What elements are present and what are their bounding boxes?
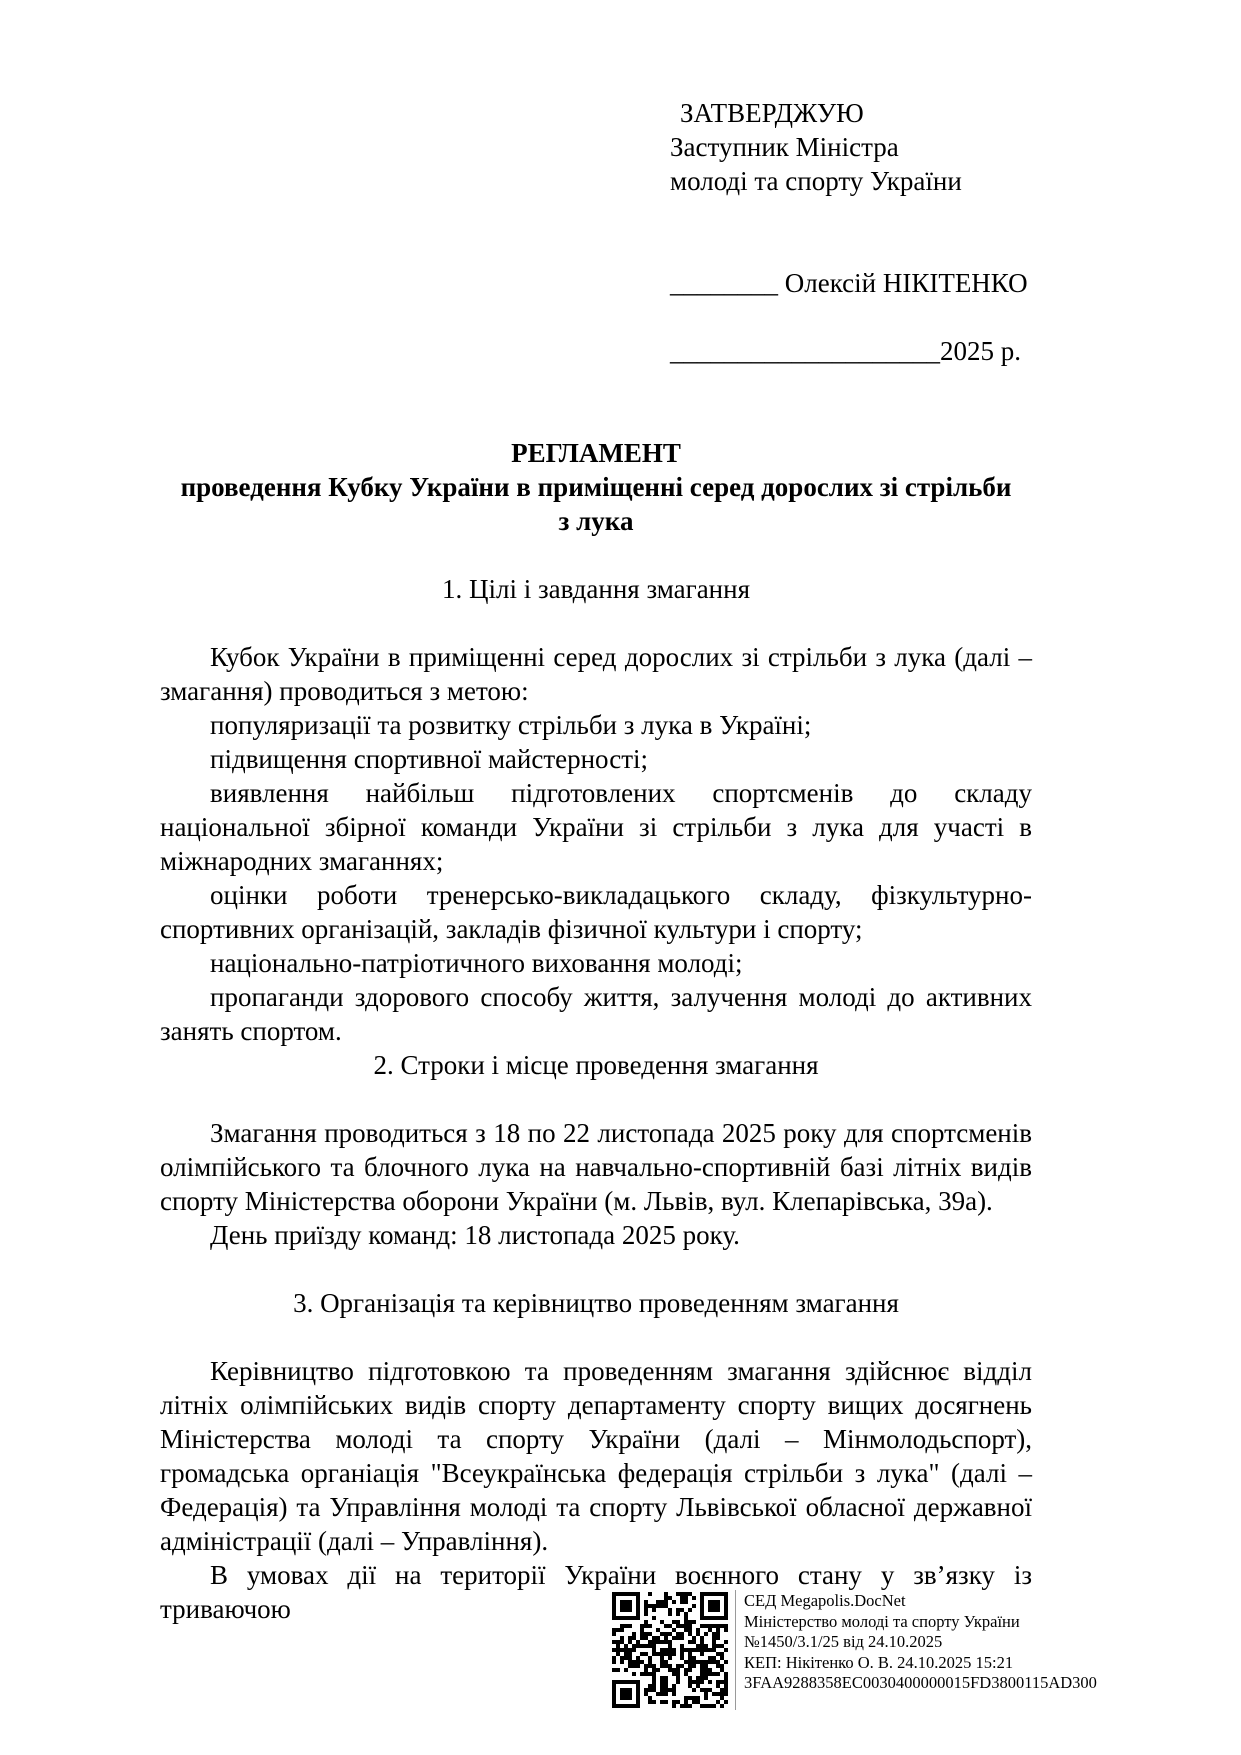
stamp-signature-info: КЕП: Нікітенко О. В. 24.10.2025 15:21: [744, 1652, 1014, 1672]
document-title: [160, 436, 1032, 538]
qr-code-icon: [610, 1590, 730, 1710]
section-3-heading: 3. Організація та керівництво проведенням змагання: [293, 1288, 899, 1318]
document-title-line-1: РЕГЛАМЕНТ: [511, 438, 681, 468]
paragraph-goals-intro: Кубок України в приміщенні серед дорослих зі стрільби з лука (далі – змагання) проводиться з метою:: [160, 642, 1032, 706]
paragraph-goal-healthy-lifestyle: пропаганди здорового способу життя, залучення молоді до активних занять спортом.: [160, 982, 1032, 1046]
document-title-line-3: з лука: [558, 506, 634, 536]
approval-stamp-word: ЗАТВЕРДЖУЮ: [680, 98, 864, 128]
approval-date-line: ____________________2025 р.: [670, 336, 1021, 366]
approver-position-line-2: молоді та спорту України: [670, 166, 962, 196]
approver-signature-line: ________ Олексій НІКІТЕНКО: [670, 268, 1028, 298]
section-2-heading: 2. Строки і місце проведення змагання: [373, 1050, 819, 1080]
stamp-text-block: [744, 1590, 1097, 1694]
paragraph-goal-patriotic: національно-патріотичного виховання молоді;: [210, 948, 743, 978]
stamp-system-name: СЕД Megapolis.DocNet: [744, 1591, 906, 1610]
document-content: [160, 0, 1032, 1626]
document-title-line-2: проведення Кубку України в приміщенні серед дорослих зі стрільби: [180, 472, 1012, 502]
approver-position-line-1: Заступник Міністра: [670, 132, 899, 162]
section-1-heading: 1. Цілі і завдання змагання: [441, 574, 751, 604]
approval-block: [670, 0, 1032, 368]
paragraph-arrival-day: День приїзду команд: 18 листопада 2025 року.: [210, 1220, 740, 1250]
paragraph-management: Керівництво підготовкою та проведенням змагання здійснює відділ літніх олімпійських видів спорту департаменту спорту вищих досягнень Міністерства молоді та спорту України (далі – Мінмолодьспорт), громадська органіація "Всеукраїнська федерація стрільби з лука" (далі – Федерація) та Управління молоді та спорту Львівської обласної державної адміністрації (далі – Управління).: [160, 1356, 1032, 1556]
paragraph-dates-place: Змагання проводиться з 18 по 22 листопада 2025 року для спортсменів олімпійського та блочного лука на навчально-спортивній базі літніх видів спорту Міністерства оборони України (м. Львів, вул. Клепарівська, 39а).: [160, 1118, 1032, 1216]
registration-stamp: [610, 1590, 1097, 1710]
stamp-organization: Міністерство молоді та спорту України: [744, 1611, 1020, 1631]
stamp-doc-number: №1450/3.1/25 від 24.10.2025: [744, 1632, 943, 1651]
paragraph-goal-popularization: популяризації та розвитку стрільби з лука в Україні;: [210, 710, 812, 740]
paragraph-goal-selection: виявлення найбільш підготовлених спортсменів до складу національної збірної команди України зі стрільби з лука для участі в міжнародних змаганнях;: [160, 778, 1032, 876]
paragraph-martial-law: В умовах дії на території України воєнного стану у зв’язку із триваючою: [160, 1560, 1032, 1624]
paragraph-goal-evaluation: оцінки роботи тренерсько-викладацького складу, фізкультурно-спортивних організацій, закладів фізичної культури і спорту;: [160, 880, 1032, 944]
stamp-hash: 3FAA9288358EC0030400000015FD3800115AD300: [744, 1673, 1097, 1692]
stamp-divider: [735, 1590, 736, 1710]
paragraph-goal-mastery: підвищення спортивної майстерності;: [210, 744, 649, 774]
